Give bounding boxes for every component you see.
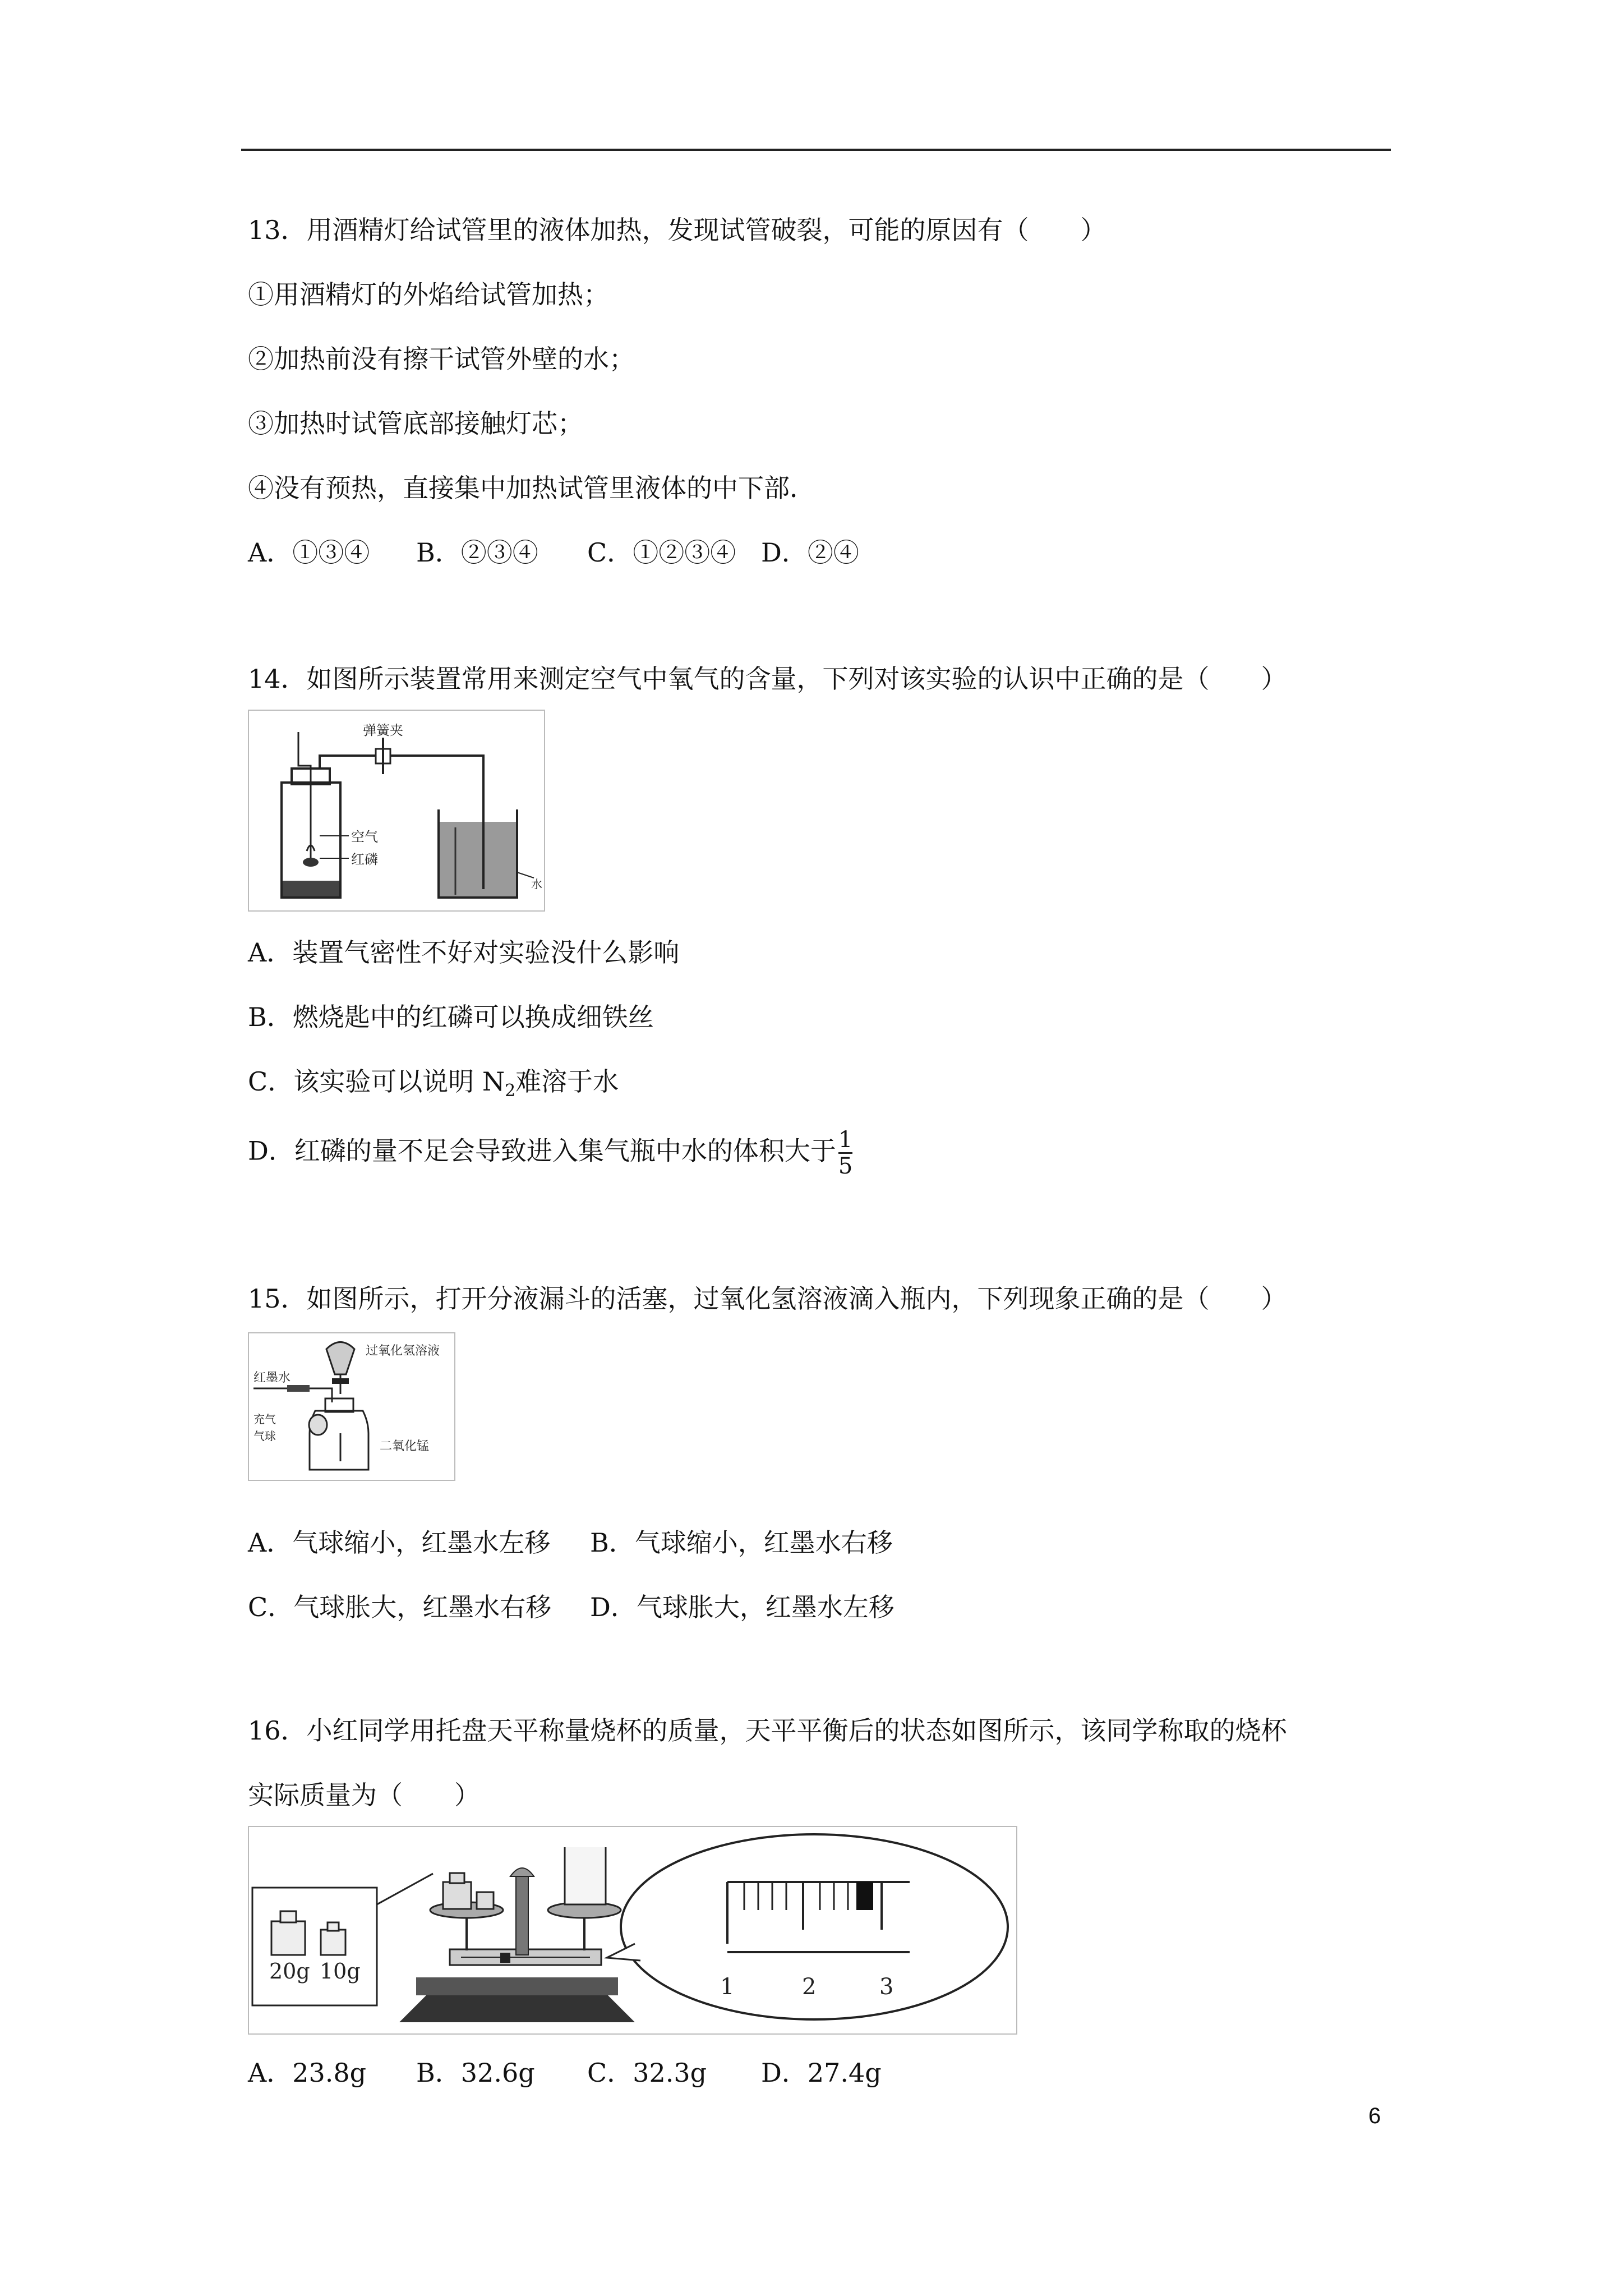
q13-options: [248, 536, 859, 569]
q13-stem: 13．用酒精灯给试管里的液体加热，发现试管破裂，可能的原因有（ ）: [248, 215, 1106, 245]
q16-stem-line-2: 实际质量为（ ）: [248, 1780, 480, 1810]
q14-option-d-text: D．红磷的量不足会导致进入集气瓶中水的体积大于: [248, 1135, 836, 1166]
q14-option-c[interactable]: [248, 1065, 619, 1108]
scale-tick-2: 2: [802, 1974, 817, 2000]
q13-option-d[interactable]: D．②④: [761, 537, 859, 568]
label-clamp: 弹簧夹: [363, 723, 403, 738]
n2-subscript: 2: [505, 1081, 516, 1101]
page-number: 6: [1368, 2104, 1381, 2128]
label-balloon: 气球: [253, 1429, 276, 1443]
q14-option-b[interactable]: B．燃烧匙中的红磷可以换成细铁丝: [248, 1002, 654, 1032]
q16-option-c[interactable]: C．32.3g: [587, 2058, 707, 2088]
q14-option-c-text: C．该实验可以说明 N: [248, 1066, 505, 1097]
weight-label-10g: 10g: [320, 1959, 361, 1984]
q15-stem: 15．如图所示，打开分液漏斗的活塞，过氧化氢溶液滴入瓶内，下列现象正确的是（ ）: [248, 1283, 1287, 1314]
q16-option-b[interactable]: B．32.6g: [416, 2058, 535, 2088]
q13-item-4: ④没有预热，直接集中加热试管里液体的中下部．: [248, 473, 815, 503]
q13-option-a[interactable]: A．①③④: [248, 537, 370, 568]
scale-tick-1: 1: [720, 1974, 735, 2000]
fraction-denominator: 5: [838, 1153, 853, 1179]
q15-options-row-1: [248, 1526, 893, 1559]
q14-stem: 14．如图所示装置常用来测定空气中氧气的含量，下列对该实验的认识中正确的是（ ）: [248, 664, 1287, 694]
q13-option-c[interactable]: C．①②③④: [587, 537, 736, 568]
fraction-numerator: 1: [838, 1127, 853, 1153]
hydrogen-peroxide-balloon-figure: [248, 1332, 455, 1481]
q16-stem-line-1: 16．小红同学用托盘天平称量烧杯的质量，天平平衡后的状态如图所示，该同学称取的烧杯: [248, 1715, 1287, 1746]
q16-options: [248, 2056, 882, 2090]
label-air: 空气: [351, 829, 378, 845]
oxygen-measurement-apparatus-figure: [248, 710, 545, 912]
q16-option-a[interactable]: A．23.8g: [248, 2058, 367, 2088]
q13-option-b[interactable]: B．②③④: [416, 537, 538, 568]
q13-item-1: ①用酒精灯的外焰给试管加热；: [248, 279, 609, 310]
q15-options-row-2: [248, 1590, 895, 1624]
label-hydrogen-peroxide: 过氧化氢溶液: [366, 1344, 440, 1358]
q15-option-b[interactable]: B．气球缩小，红墨水右移: [590, 1527, 893, 1558]
q16-option-d[interactable]: D．27.4g: [761, 2058, 882, 2088]
label-red-ink: 红墨水: [253, 1371, 291, 1385]
q15-option-a[interactable]: A．气球缩小，红墨水左移: [248, 1527, 551, 1558]
q13-item-2: ②加热前没有擦干试管外壁的水；: [248, 344, 635, 374]
q14-option-d[interactable]: [248, 1128, 852, 1179]
label-water: 水: [531, 877, 542, 891]
label-red-phosphorus: 红磷: [351, 852, 378, 867]
fraction-one-fifth: [838, 1128, 852, 1179]
q14-option-c-tail: 难溶于水: [515, 1066, 619, 1097]
header-rule: [241, 149, 1391, 151]
q15-option-c[interactable]: C．气球胀大，红墨水右移: [248, 1592, 552, 1622]
balance-scale-figure: [248, 1826, 1017, 2035]
scale-tick-3: 3: [879, 1974, 894, 2000]
q13-item-3: ③加热时试管底部接触灯芯；: [248, 408, 583, 439]
q14-option-a[interactable]: A．装置气密性不好对实验没什么影响: [248, 937, 680, 968]
q15-option-d[interactable]: D．气球胀大，红墨水左移: [590, 1592, 895, 1622]
label-inflated: 充气: [253, 1412, 276, 1426]
weight-label-20g: 20g: [269, 1959, 310, 1984]
label-manganese-dioxide: 二氧化锰: [380, 1439, 430, 1453]
